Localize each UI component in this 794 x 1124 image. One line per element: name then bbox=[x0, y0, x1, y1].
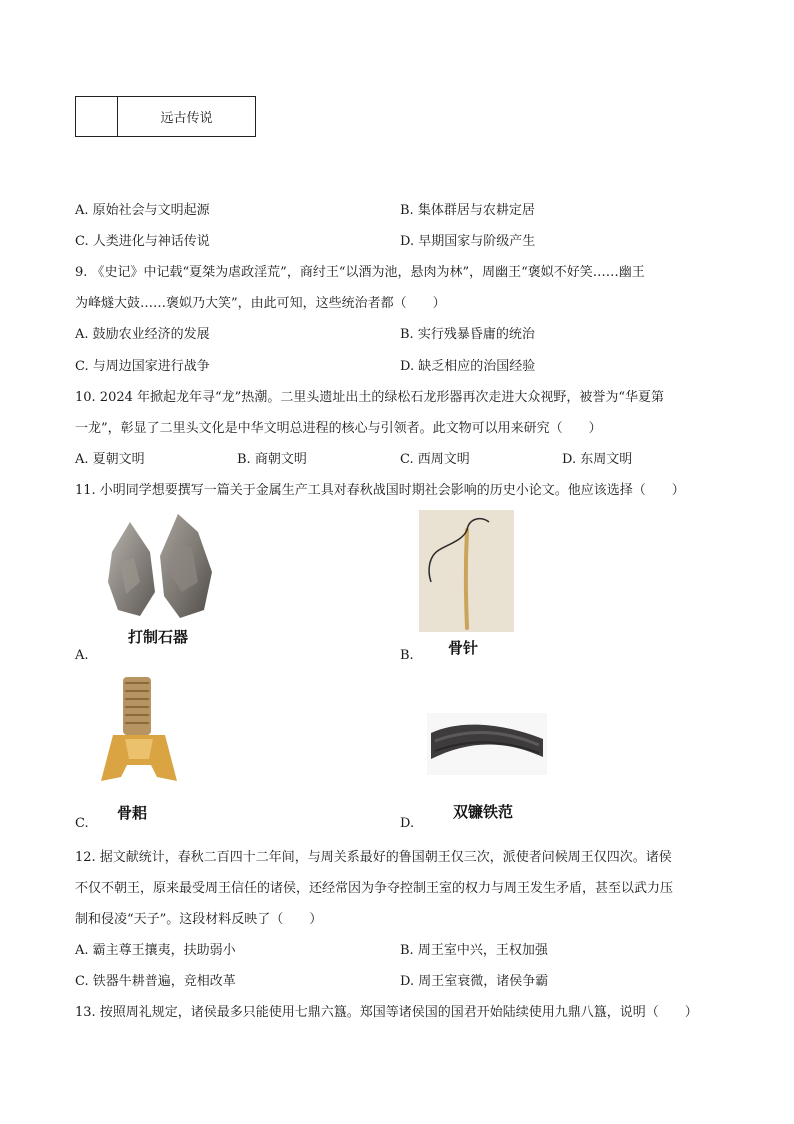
iron-sickle-mold-caption: 双镰铁范 bbox=[453, 803, 514, 821]
q11-option-a[interactable]: A. bbox=[75, 648, 89, 663]
q9-option-d[interactable]: D. 缺乏相应的治国经验 bbox=[400, 359, 536, 374]
q12-stem-line1: 12. 据文献统计，春秋二百四十二年间，与周关系最好的鲁国朝王仅三次，派使者问候周王仅四次。诸侯 bbox=[75, 850, 672, 865]
q12-option-d[interactable]: D. 周王室衰微，诸侯争霸 bbox=[400, 974, 549, 989]
q11-option-c[interactable]: C. bbox=[75, 816, 89, 831]
bone-spade-caption: 骨耜 bbox=[117, 804, 148, 822]
q13-stem-line1: 13. 按照周礼规定，诸侯最多只能使用七鼎六簋。郑国等诸侯国的国君开始陆续使用九鼎八簋，说明（ ） bbox=[75, 1005, 698, 1020]
q10-option-c[interactable]: C. 西周文明 bbox=[400, 452, 470, 467]
q12-stem-line3: 制和侵凌“天子”。这段材料反映了（ ） bbox=[75, 912, 323, 927]
iron-sickle-mold-photo bbox=[427, 713, 547, 775]
bone-needle-photo bbox=[419, 510, 514, 632]
q10-option-a[interactable]: A. 夏朝文明 bbox=[75, 452, 145, 467]
q10-stem-line2: 一龙”，彰显了二里头文化是中华文明总进程的核心与引领者。此文物可以用来研究（ ） bbox=[75, 421, 602, 436]
q9-option-a[interactable]: A. 鼓励农业经济的发展 bbox=[75, 327, 210, 342]
q12-option-b[interactable]: B. 周王室中兴，王权加强 bbox=[400, 943, 548, 958]
q9-stem-line1: 9. 《史记》中记载“夏桀为虐政淫荒”，商纣王“以酒为池，悬肉为林”，周幽王“褒姒不好笑……幽王 bbox=[75, 265, 645, 280]
q9-option-c[interactable]: C. 与周边国家进行战争 bbox=[75, 359, 210, 374]
q8-option-d[interactable]: D. 早期国家与阶级产生 bbox=[400, 234, 536, 249]
q9-option-b[interactable]: B. 实行残暴昏庸的统治 bbox=[400, 327, 535, 342]
stone-tool-caption: 打制石器 bbox=[128, 628, 189, 646]
q10-stem-line1: 10. 2024 年掀起龙年寻“龙”热潮。二里头遗址出土的绿松石龙形器再次走进大众视野，被誉为“华夏第 bbox=[75, 390, 664, 405]
header-table bbox=[75, 96, 256, 137]
q12-stem-line2: 不仅不朝王，原来最受周王信任的诸侯，还经常因为争夺控制王室的权力与周王发生矛盾，甚至以武力压 bbox=[75, 881, 674, 896]
q8-option-b[interactable]: B. 集体群居与农耕定居 bbox=[400, 203, 535, 218]
q12-option-a[interactable]: A. 霸主尊王攘夷，扶助弱小 bbox=[75, 943, 236, 958]
q11-option-b[interactable]: B. bbox=[400, 648, 414, 663]
q11-option-d[interactable]: D. bbox=[400, 816, 415, 831]
bone-spade-photo bbox=[95, 673, 183, 798]
q9-stem-line2: 为峰燧大鼓……褒姒乃大笑”，由此可知，这些统治者都（ ） bbox=[75, 296, 446, 311]
q12-option-c[interactable]: C. 铁器牛耕普遍，竞相改革 bbox=[75, 974, 236, 989]
q8-option-a[interactable]: A. 原始社会与文明起源 bbox=[75, 203, 210, 218]
q10-option-d[interactable]: D. 东周文明 bbox=[562, 452, 633, 467]
header-table-label: 远古传说 bbox=[160, 111, 213, 126]
q11-stem-line1: 11. 小明同学想要撰写一篇关于金属生产工具对春秋战国时期社会影响的历史小论文。他应该选择（ ） bbox=[75, 483, 685, 498]
q10-option-b[interactable]: B. 商朝文明 bbox=[237, 452, 307, 467]
stone-tool-photo bbox=[100, 512, 220, 624]
q8-option-c[interactable]: C. 人类进化与神话传说 bbox=[75, 234, 210, 249]
bone-needle-caption: 骨针 bbox=[448, 639, 479, 657]
header-table-empty-cell bbox=[76, 97, 118, 136]
